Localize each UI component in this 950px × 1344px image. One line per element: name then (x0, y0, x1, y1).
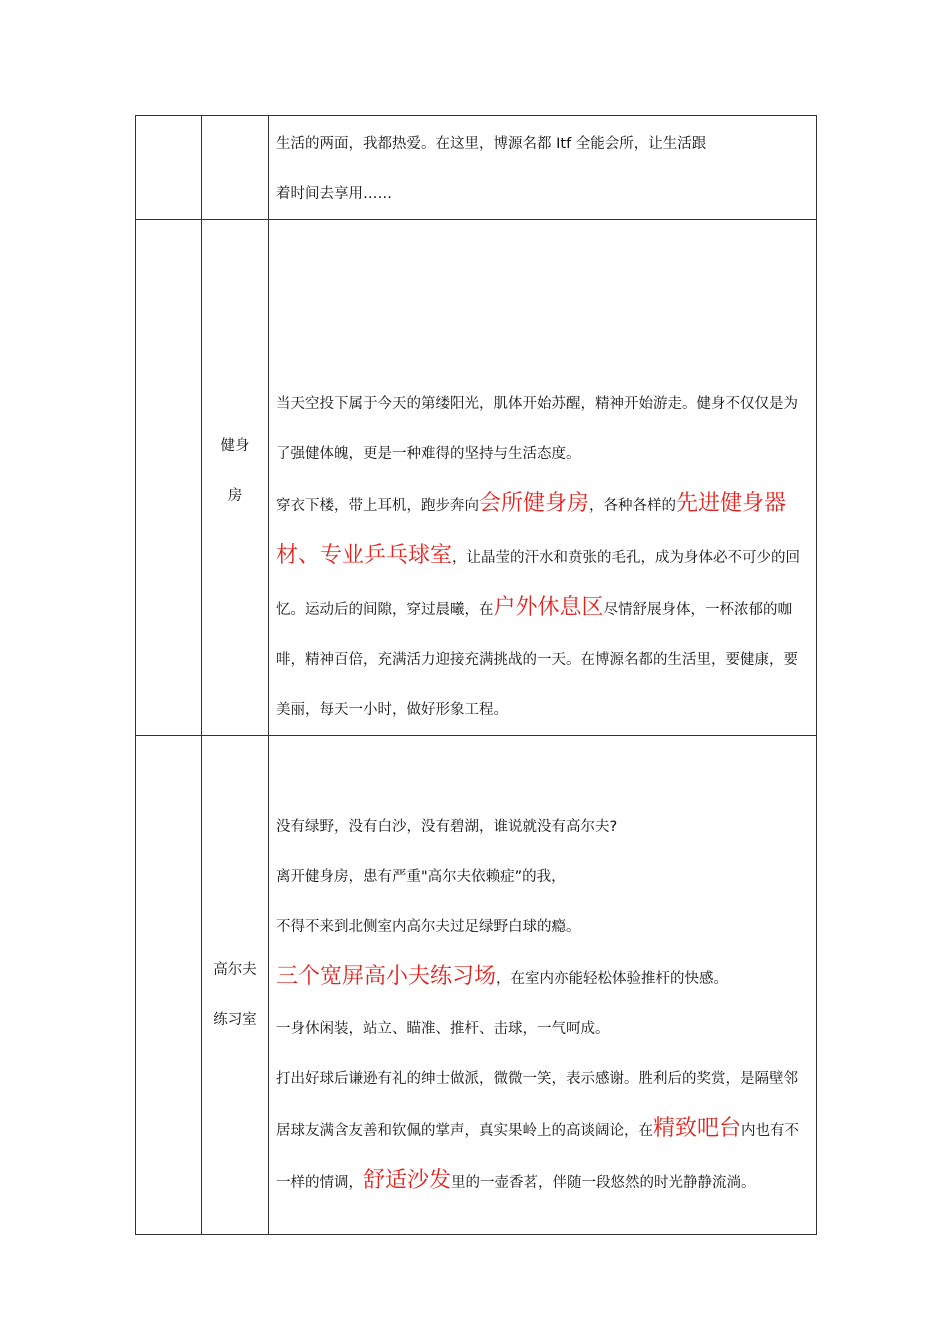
gym-text: 穿衣下楼，带上耳机，跑步奔向 (276, 498, 479, 514)
gym-paragraph-2 (276, 479, 808, 735)
gym-paragraph-1: 当天空投下属于今天的第缕阳光，肌体开始苏醒，精神开始游走。健身不仅仅是为了强健体魄，更是一种难得的坚持与生活态度。 (276, 396, 798, 462)
table-row-gym (136, 220, 817, 736)
golf-text: 打出好球后谦逊有礼的绅士做派，微微一笑，表示感谢。胜利后的奖赏，是隔壁邻居球友满含友善和钦佩的掌声，真实果岭上的高谈阔论，在 (276, 1071, 798, 1139)
intro-line-1: 生活的两面，我都热爱。在这里，博源名都 Itf 全能会所，让生活跟 (276, 136, 707, 152)
golf-content-cell (269, 736, 817, 1235)
golf-text: ，在室内亦能轻松体验推杆的快感。 (496, 971, 729, 987)
golf-line-2: 离开健身房，患有严重"高尔夫依赖症”的我， (276, 869, 566, 885)
gym-content-cell (269, 220, 817, 736)
content-table (135, 115, 817, 1235)
highlight-equipment: 先进健身器材、专业乒乓球室 (276, 491, 787, 568)
table-row-golf (136, 736, 817, 1235)
highlight-rest-area: 户外休息区 (493, 595, 604, 620)
table-row-intro (136, 116, 817, 220)
highlight-sofa: 舒适沙发 (363, 1168, 452, 1193)
highlight-gym-room: 会所健身房 (479, 491, 590, 516)
empty-cell (136, 220, 202, 736)
golf-line-1: 没有绿野，没有白沙，没有碧湖，谁说就没有高尔夫? (276, 819, 618, 835)
gym-label-line-1: 健身 (220, 438, 250, 454)
empty-cell (136, 736, 202, 1235)
highlight-bar: 精致吧台 (653, 1116, 742, 1141)
highlight-golf-range: 三个宽屏高小夫练习场 (276, 964, 497, 989)
golf-line-5: 一身休闲装，站立、瞄准、推杆、击球，一气呵成。 (276, 1021, 610, 1037)
golf-line-3: 不得不来到北侧室内高尔夫过足绿野白球的瘾。 (276, 919, 581, 935)
golf-label-line-1: 高尔夫 (213, 962, 257, 978)
gym-text: ，让晶莹的汗水和贲张的毛孔，成为身体必不可少的回忆。运动后的间隙，穿过晨曦，在 (276, 550, 801, 618)
empty-cell (136, 116, 202, 220)
empty-cell (202, 116, 269, 220)
golf-text: 里的一壶香茗，伴随一段悠然的时光静静流淌。 (451, 1175, 756, 1191)
gym-label-line-2: 房 (227, 488, 243, 504)
golf-label-line-2: 练习室 (213, 1012, 257, 1028)
golf-text: 内也有不一样的情调， (276, 1123, 800, 1191)
gym-text: 尽情舒展身体，一杯浓郁的咖啡，精神百倍，充满活力迎接充满挑战的一天。在博源名都的生活里，要健康，要美丽，每天一小时，做好形象工程。 (276, 602, 798, 718)
golf-label-cell (202, 736, 269, 1235)
gym-text: ，各种各样的 (589, 498, 677, 514)
golf-paragraph-6 (276, 1054, 808, 1208)
intro-cell (269, 116, 817, 220)
intro-line-2: 着时间去享用…… (276, 186, 392, 202)
gym-label-cell (202, 220, 269, 736)
golf-line-4 (276, 952, 808, 1004)
